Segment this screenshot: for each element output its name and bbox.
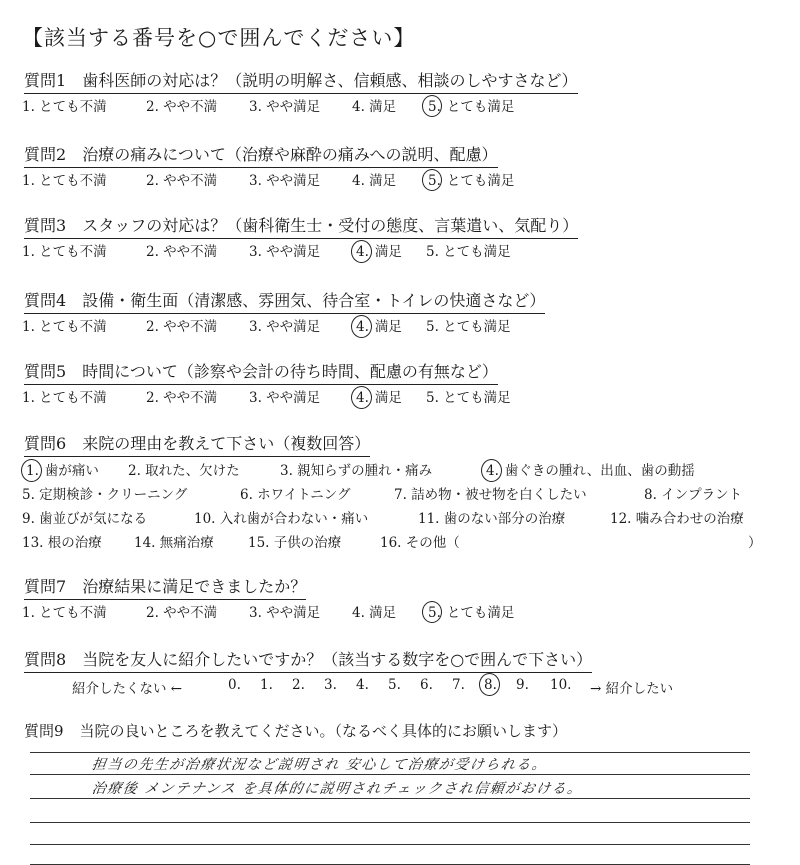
- q6-option-9[interactable]: 9. 歯並びが気になる: [22, 511, 148, 527]
- question-2-text: 治療の痛みについて（治療や麻酔の痛みへの説明、配慮）: [82, 145, 498, 164]
- q7-option-2[interactable]: 2. やや不満: [146, 605, 218, 621]
- q6-option-1[interactable]: [26, 459, 99, 479]
- q6-option-14[interactable]: 14. 無痛治療: [134, 535, 214, 551]
- q1-option-5-circle: 5.: [428, 99, 441, 115]
- q1-option-1[interactable]: 1. とても不満: [22, 99, 107, 115]
- q3-option-3[interactable]: 3. やや満足: [249, 244, 321, 260]
- q2-option-5-circle: 5.: [428, 173, 441, 189]
- q7-option-4[interactable]: 4. 満足: [352, 605, 397, 621]
- answer-line-3: [30, 798, 750, 799]
- q7-option-5[interactable]: [428, 601, 514, 621]
- q3-option-4-label: 満足: [374, 244, 402, 260]
- q1-option-4[interactable]: 4. 満足: [352, 99, 397, 115]
- page-title: 【該当する番号を○で囲んでください】: [22, 26, 416, 50]
- q5-option-4[interactable]: [356, 386, 402, 406]
- q5-option-5[interactable]: 5. とても満足: [426, 390, 511, 406]
- question-3-number: 質問3: [24, 216, 67, 235]
- q6-other-close-paren: ）: [748, 535, 762, 551]
- question-1-number: 質問1: [24, 71, 67, 90]
- q5-option-3[interactable]: 3. やや満足: [249, 390, 321, 406]
- q6-option-11[interactable]: 11. 歯のない部分の治療: [418, 511, 566, 527]
- question-5-title: [24, 359, 498, 385]
- q6-option-6[interactable]: 6. ホワイトニング: [240, 487, 351, 503]
- q5-option-4-label: 満足: [374, 390, 402, 406]
- question-5-number: 質問5: [24, 362, 67, 381]
- q3-option-5[interactable]: 5. とても満足: [426, 244, 511, 260]
- question-8-text: 当院を友人に紹介したいですか？（該当する数字を○で囲んで下さい）: [82, 650, 593, 669]
- question-7-title: [24, 574, 306, 600]
- question-2-number: 質問2: [24, 145, 67, 164]
- question-9-text: 当院の良いところを教えてください。（なるべく具体的にお願いします）: [79, 722, 568, 740]
- q8-scale-5[interactable]: 5.: [388, 677, 401, 693]
- q4-option-5[interactable]: 5. とても満足: [426, 319, 511, 335]
- q6-option-4-circle: 4.: [486, 463, 499, 479]
- q7-option-5-circle: 5.: [428, 605, 441, 621]
- question-9-number: 質問9: [24, 722, 64, 740]
- q8-scale-left-label: 紹介したくない ←: [72, 681, 183, 697]
- question-5-text: 時間について（診察や会計の待ち時間、配慮の有無など）: [82, 362, 498, 381]
- q1-option-5-label: とても満足: [446, 99, 515, 115]
- question-4-title: [24, 288, 545, 314]
- q8-scale-10[interactable]: 10.: [550, 677, 572, 693]
- question-3-text: スタッフの対応は？（歯科衛生士・受付の態度、言葉遣い、気配り）: [82, 216, 579, 235]
- answer-line-2: [30, 774, 750, 775]
- handwritten-answer-2: 治療後 メンテナンス を具体的に説明されチェックされ信頼がおける。: [90, 781, 584, 797]
- q7-option-5-label: とても満足: [446, 605, 515, 621]
- question-1-title: [24, 68, 578, 94]
- question-8-number: 質問8: [24, 650, 67, 669]
- q1-option-2[interactable]: 2. やや不満: [146, 99, 218, 115]
- q8-scale-right-label: → 紹介したい: [590, 681, 674, 697]
- q8-scale-7[interactable]: 7.: [452, 677, 465, 693]
- q5-option-4-circle: 4.: [356, 390, 369, 406]
- q3-option-2[interactable]: 2. やや不満: [146, 244, 218, 260]
- q8-scale-8-circle: 8.: [484, 677, 497, 693]
- question-1-text: 歯科医師の対応は？（説明の明解さ、信頼感、相談のしやすさなど）: [82, 71, 578, 90]
- q5-option-1[interactable]: 1. とても不満: [22, 390, 107, 406]
- q6-option-12[interactable]: 12. 噛み合わせの治療: [610, 511, 744, 527]
- q6-option-13[interactable]: 13. 根の治療: [22, 535, 102, 551]
- question-6-title: [24, 431, 370, 457]
- question-3-title: [24, 213, 578, 239]
- q6-option-16[interactable]: 16. その他（: [380, 535, 460, 551]
- q6-option-7[interactable]: 7. 詰め物・被せ物を白くしたい: [394, 487, 587, 503]
- answer-line-1: [30, 752, 750, 753]
- q6-option-10[interactable]: 10. 入れ歯が合わない・痛い: [194, 511, 369, 527]
- q8-scale-3[interactable]: 3.: [324, 677, 337, 693]
- q6-option-4-label: 歯ぐきの腫れ、出血、歯の動揺: [504, 463, 695, 479]
- answer-line-5: [30, 844, 750, 845]
- q6-option-4[interactable]: [486, 459, 695, 479]
- q4-option-3[interactable]: 3. やや満足: [249, 319, 321, 335]
- q6-option-15[interactable]: 15. 子供の治療: [248, 535, 342, 551]
- q2-option-2[interactable]: 2. やや不満: [146, 173, 218, 189]
- question-7-text: 治療結果に満足できましたか？: [82, 577, 307, 596]
- q1-option-5[interactable]: [428, 95, 514, 115]
- q8-scale-8[interactable]: [484, 677, 503, 693]
- q2-option-5[interactable]: [428, 169, 514, 189]
- q1-option-3[interactable]: 3. やや満足: [249, 99, 321, 115]
- q2-option-3[interactable]: 3. やや満足: [249, 173, 321, 189]
- q8-scale-2[interactable]: 2.: [292, 677, 305, 693]
- q4-option-4[interactable]: [356, 315, 402, 335]
- q8-scale-0[interactable]: 0.: [228, 677, 241, 693]
- question-6-number: 質問6: [24, 434, 67, 453]
- q7-option-1[interactable]: 1. とても不満: [22, 605, 107, 621]
- question-9-title: [24, 720, 567, 741]
- q6-option-1-circle: 1.: [26, 463, 39, 479]
- q4-option-1[interactable]: 1. とても不満: [22, 319, 107, 335]
- q6-option-5[interactable]: 5. 定期検診・クリーニング: [22, 487, 188, 503]
- q8-scale-9[interactable]: 9.: [516, 677, 529, 693]
- q7-option-3[interactable]: 3. やや満足: [249, 605, 321, 621]
- question-7-number: 質問7: [24, 577, 67, 596]
- question-4-text: 設備・衛生面（清潔感、雰囲気、待合室・トイレの快適さなど）: [82, 291, 546, 310]
- q6-option-1-label: 歯が痛い: [44, 463, 99, 479]
- q6-option-2[interactable]: 2. 取れた、欠けた: [128, 463, 240, 479]
- q3-option-1[interactable]: 1. とても不満: [22, 244, 107, 260]
- q3-option-4[interactable]: [356, 240, 402, 260]
- q2-option-5-label: とても満足: [446, 173, 515, 189]
- q3-option-4-circle: 4.: [356, 244, 369, 260]
- handwritten-answer-1: 担当の先生が治療状況など説明され 安心して治療が受けられる。: [90, 757, 549, 773]
- q2-option-1[interactable]: 1. とても不満: [22, 173, 107, 189]
- q8-scale-4[interactable]: 4.: [356, 677, 369, 693]
- q5-option-2[interactable]: 2. やや不満: [146, 390, 218, 406]
- q4-option-2[interactable]: 2. やや不満: [146, 319, 218, 335]
- q4-option-4-circle: 4.: [356, 319, 369, 335]
- q8-scale-1[interactable]: 1.: [260, 677, 273, 693]
- q6-option-3[interactable]: 3. 親知らずの腫れ・痛み: [280, 463, 433, 479]
- q2-option-4[interactable]: 4. 満足: [352, 173, 397, 189]
- answer-line-4: [30, 822, 750, 823]
- question-4-number: 質問4: [24, 291, 67, 310]
- q6-option-8[interactable]: 8. インプラント: [644, 487, 743, 503]
- question-2-title: [24, 142, 498, 168]
- q8-scale-6[interactable]: 6.: [420, 677, 433, 693]
- question-8-title: [24, 647, 592, 673]
- question-6-text: 来院の理由を教えて下さい（複数回答）: [82, 434, 371, 453]
- q4-option-4-label: 満足: [374, 319, 402, 335]
